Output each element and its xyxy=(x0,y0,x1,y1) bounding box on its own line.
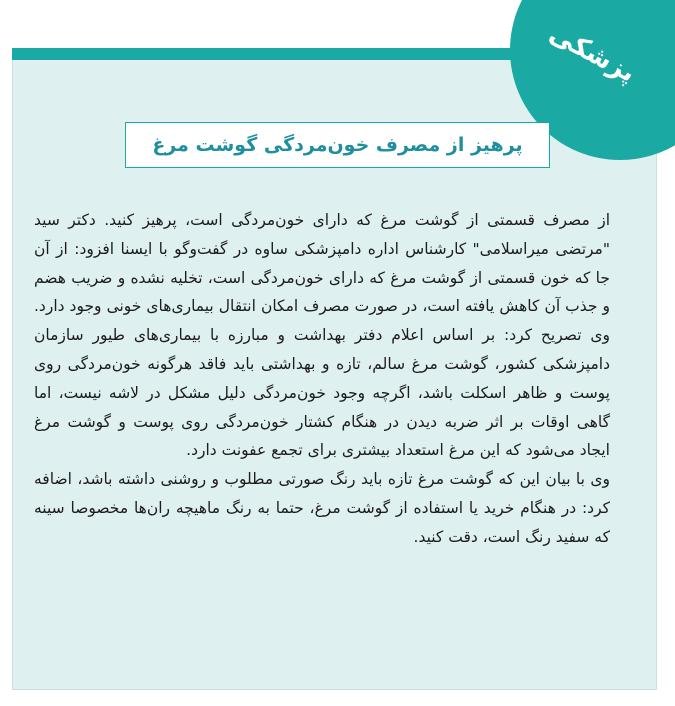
section-label: پزشکی xyxy=(544,18,641,89)
card-top-accent-bar xyxy=(12,48,532,60)
article-paragraph: وی با بیان این که گوشت مرغ تازه باید رنگ صورتی مطلوب و روشنی داشته باشد، اضافه کرد: در هنگام خرید یا استفاده از گوشت مرغ، حتما به رنگ ماهیچه ران‌ها مخصوصا سینه که سفید رنگ است، دقت کنید. xyxy=(34,470,610,546)
article-title: پرهیز از مصرف خون‌مردگی گوشت مرغ xyxy=(152,134,523,156)
title-box xyxy=(125,122,550,168)
article-paragraph: از مصرف قسمتی از گوشت مرغ که دارای خون‌مردگی است، پرهیز کنید. دکتر سید "مرتضی میراسلامی" کارشناس اداره دامپزشکی ساوه در گفت‌وگو با ایسنا افزود: از آن جا که خون قسمتی از گوشت مرغ که دارای خون‌مردگی است، تخلیه نشده و ضریب هضم و جذب آن کاهش یافته است، در صورت مصرف امکان انتقال بیماری‌های خونی وجود دارد. وی تصریح کرد: بر اساس اعلام دفتر بهداشت و مبارزه با بیماری‌های طیور سازمان دامپزشکی کشور، گوشت مرغ سالم، تازه و بهداشتی باید فاقد هرگونه خون‌مردگی روی پوست و ظاهر اسکلت باشد، اگرچه وجود خون‌مردگی دلیل مشکل در لاشه نیست، اما گاهی اوقات بر اثر ضربه دیدن در هنگام کشتار خون‌مردگی روی پوست و گوشت مرغ ایجاد می‌شود که این مرغ استعداد بیشتری برای تجمع عفونت دارد. xyxy=(34,211,610,460)
article-body xyxy=(34,206,610,552)
